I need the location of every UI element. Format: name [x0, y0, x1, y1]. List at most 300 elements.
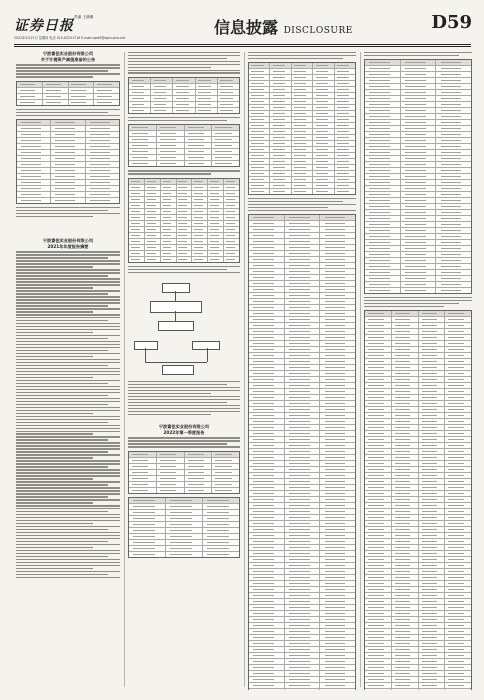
table-cell: [365, 635, 391, 640]
text-line: [16, 290, 120, 291]
table-cell: [418, 527, 445, 532]
table-cell: [249, 593, 284, 598]
table-cell: [176, 251, 192, 256]
table-row: [129, 521, 239, 527]
table-cell: [176, 239, 192, 244]
table-cell: [391, 383, 418, 388]
table-cell: [334, 117, 355, 122]
table-row: [365, 233, 471, 239]
table-cell: [284, 641, 320, 646]
table-cell: [365, 162, 400, 167]
table-cell: [334, 105, 355, 110]
table-cell: [400, 288, 436, 293]
table-cell: [249, 99, 269, 104]
table-row: [129, 244, 239, 250]
table-row: [365, 215, 471, 221]
text-line: [128, 446, 240, 447]
table-row: [249, 340, 355, 346]
table-cell: [391, 443, 418, 448]
table-row: [365, 251, 471, 257]
table-cell: [249, 75, 269, 80]
table-row: [365, 340, 471, 346]
table-row: [365, 107, 471, 113]
text-line: [16, 574, 108, 575]
table-cell: [284, 653, 320, 658]
text-line: [16, 275, 108, 276]
table-cell: [160, 179, 176, 184]
text-line: [128, 120, 227, 121]
table-cell: [365, 419, 391, 424]
table-cell: [129, 78, 150, 83]
table-cell: [444, 341, 471, 346]
table-cell: [284, 335, 320, 340]
table-cell: [207, 257, 223, 262]
table-cell: [391, 347, 418, 352]
table-row: [365, 167, 471, 173]
text-line: [128, 384, 227, 385]
table-cell: [319, 581, 355, 586]
table-cell: [365, 198, 400, 203]
table-cell: [312, 123, 333, 128]
table-row: [365, 149, 471, 155]
table-cell: [444, 533, 471, 538]
table-cell: [284, 221, 320, 226]
table-cell: [312, 147, 333, 152]
table-cell: [284, 527, 320, 532]
table-cell: [284, 551, 320, 556]
table-cell: [391, 455, 418, 460]
table-row: [365, 119, 471, 125]
table-cell: [50, 192, 84, 197]
text-line: [248, 210, 356, 211]
text-line: [16, 565, 120, 566]
text-line: [16, 341, 120, 342]
table-cell: [291, 75, 312, 80]
table-cell: [319, 671, 355, 676]
table-cell: [418, 665, 445, 670]
table-cell: [444, 677, 471, 682]
table-row: [249, 140, 355, 146]
table-cell: [312, 87, 333, 92]
table-row: [129, 475, 239, 481]
table-cell: [284, 437, 320, 442]
table-row: [365, 179, 471, 185]
text-line: [16, 281, 120, 282]
table-cell: [129, 179, 144, 184]
table-cell: [284, 413, 320, 418]
table-cell: [284, 503, 320, 508]
table-cell: [391, 503, 418, 508]
table-cell: [400, 108, 436, 113]
table-cell: [156, 458, 184, 463]
table-cell: [435, 252, 471, 257]
table-cell: [291, 189, 312, 194]
table-cell: [249, 69, 269, 74]
table-row: [129, 125, 239, 130]
table-cell: [50, 150, 84, 155]
text-line: [128, 67, 211, 68]
table-row: [249, 292, 355, 298]
table-cell: [223, 197, 239, 202]
table-cell: [400, 216, 436, 221]
table-cell: [435, 234, 471, 239]
table-row: [365, 430, 471, 436]
table-cell: [319, 545, 355, 550]
table-cell: [249, 473, 284, 478]
table-cell: [365, 401, 391, 406]
column-4: [364, 50, 472, 690]
table-cell: [249, 665, 284, 670]
table-cell: [365, 156, 400, 161]
diagram-box: [162, 283, 190, 293]
table-cell: [435, 132, 471, 137]
text-line: [16, 371, 120, 372]
text-line: [16, 389, 120, 390]
table-row: [249, 544, 355, 550]
table-row: [17, 197, 119, 203]
text-line: [248, 204, 356, 205]
table-cell: [319, 293, 355, 298]
table-cell: [435, 276, 471, 281]
table-cell: [144, 215, 160, 220]
table-row: [129, 160, 239, 166]
text-line: [16, 112, 108, 113]
table-row: [249, 86, 355, 92]
table-cell: [319, 587, 355, 592]
table-cell: [365, 569, 391, 574]
table-cell: [223, 185, 239, 190]
text-line: [128, 387, 240, 388]
text-line: [16, 511, 108, 512]
table-cell: [312, 135, 333, 140]
table-cell: [365, 437, 391, 442]
table-cell: [319, 605, 355, 610]
table-cell: [391, 425, 418, 430]
table-row: [129, 196, 239, 202]
table-cell: [249, 587, 284, 592]
table-cell: [444, 347, 471, 352]
diagram-box: [150, 301, 202, 313]
table-cell: [418, 563, 445, 568]
table-cell: [334, 189, 355, 194]
table-cell: [365, 252, 400, 257]
table-cell: [435, 78, 471, 83]
table-cell: [269, 93, 290, 98]
table-cell: [334, 75, 355, 80]
table-cell: [418, 545, 445, 550]
table-cell: [391, 575, 418, 580]
table-cell: [217, 102, 239, 107]
table-cell: [319, 455, 355, 460]
table-row: [129, 220, 239, 226]
table-cell: [444, 671, 471, 676]
table-cell: [291, 99, 312, 104]
table-cell: [191, 251, 207, 256]
table-row: [249, 442, 355, 448]
table-row: [249, 316, 355, 322]
table-cell: [176, 185, 192, 190]
text-line: [16, 413, 93, 414]
table-cell: [284, 479, 320, 484]
table-cell: [249, 479, 284, 484]
table-row: [365, 203, 471, 209]
page-number: D59: [431, 12, 472, 33]
table-cell: [249, 159, 269, 164]
text-line: [16, 475, 120, 476]
table-cell: [319, 563, 355, 568]
text-line: [248, 52, 356, 53]
table-row: [365, 538, 471, 544]
table-cell: [249, 365, 284, 370]
table-cell: [391, 641, 418, 646]
text-line: [16, 401, 120, 402]
table-cell: [400, 204, 436, 209]
table-row: [17, 93, 119, 99]
table-cell: [365, 144, 400, 149]
table-cell: [284, 263, 320, 268]
table-cell: [284, 251, 320, 256]
table-cell: [291, 129, 312, 134]
table-cell: [365, 431, 391, 436]
table-cell: [291, 81, 312, 86]
table-cell: [249, 383, 284, 388]
table-cell: [249, 165, 269, 170]
table-cell: [17, 168, 50, 173]
table-row: [249, 328, 355, 334]
table-cell: [17, 144, 50, 149]
table-row: [365, 586, 471, 592]
text-line: [16, 499, 120, 500]
table-cell: [160, 209, 176, 214]
table-cell: [85, 138, 119, 143]
table-cell: [207, 233, 223, 238]
table-cell: [284, 287, 320, 292]
text-line: [128, 408, 240, 409]
text-line: [16, 254, 120, 255]
table-cell: [444, 413, 471, 418]
table-cell: [365, 521, 391, 526]
table-cell: [223, 221, 239, 226]
table-cell: [418, 605, 445, 610]
table-cell: [284, 377, 320, 382]
table-cell: [165, 528, 202, 533]
table-row: [17, 120, 119, 125]
text-line: [16, 323, 120, 324]
table-cell: [435, 288, 471, 293]
table-row: [249, 152, 355, 158]
table-cell: [444, 317, 471, 322]
table-cell: [176, 233, 192, 238]
table-cell: [444, 539, 471, 544]
table-cell: [129, 257, 144, 262]
text-line: [16, 568, 93, 569]
table-cell: [391, 365, 418, 370]
table-cell: [291, 183, 312, 188]
table-cell: [400, 132, 436, 137]
table-cell: [249, 545, 284, 550]
table-cell: [319, 491, 355, 496]
text-line: [16, 404, 108, 405]
table-row: [365, 239, 471, 245]
table-cell: [365, 377, 391, 382]
text-line: [248, 58, 343, 59]
table-row: [129, 487, 239, 493]
table-row: [249, 622, 355, 628]
table-cell: [211, 452, 239, 457]
text-line: [16, 344, 120, 345]
table-cell: [176, 227, 192, 232]
table-cell: [207, 221, 223, 226]
table-cell: [172, 108, 194, 113]
table-cell: [418, 551, 445, 556]
table-cell: [85, 180, 119, 185]
table-cell: [365, 629, 391, 634]
table-row: [249, 304, 355, 310]
table-cell: [17, 198, 50, 203]
text-line: [16, 314, 120, 315]
table-cell: [129, 84, 150, 89]
table-cell: [365, 623, 391, 628]
table-cell: [365, 557, 391, 562]
table-row: [249, 502, 355, 508]
text-line: [16, 544, 120, 545]
table-cell: [249, 371, 284, 376]
table-row: [365, 71, 471, 77]
text-line: [16, 257, 108, 258]
table-row: [365, 688, 471, 690]
table-cell: [160, 191, 176, 196]
table-cell: [391, 491, 418, 496]
table-cell: [319, 215, 355, 220]
table-cell: [319, 407, 355, 412]
table-cell: [249, 269, 284, 274]
text-line: [16, 368, 120, 369]
table-cell: [418, 431, 445, 436]
table-cell: [418, 359, 445, 364]
table-cell: [284, 671, 320, 676]
table-cell: [365, 341, 391, 346]
table-row: [365, 556, 471, 562]
table-cell: [211, 137, 239, 142]
table-cell: [312, 69, 333, 74]
table-cell: [184, 464, 212, 469]
table-cell: [291, 153, 312, 158]
table-cell: [150, 96, 172, 101]
table-cell: [217, 96, 239, 101]
table-cell: [284, 635, 320, 640]
table-cell: [365, 539, 391, 544]
table-cell: [444, 473, 471, 478]
table-cell: [249, 629, 284, 634]
table-cell: [319, 509, 355, 514]
table-cell: [156, 161, 184, 166]
table-cell: [319, 359, 355, 364]
table-cell: [269, 75, 290, 80]
table-cell: [444, 599, 471, 604]
table-row: [365, 466, 471, 472]
table-cell: [17, 100, 42, 105]
table-row: [365, 197, 471, 203]
table-row: [129, 130, 239, 136]
table-row: [365, 316, 471, 322]
table-cell: [418, 329, 445, 334]
table-row: [365, 101, 471, 107]
table-cell: [319, 557, 355, 562]
table-cell: [269, 153, 290, 158]
table-cell: [319, 269, 355, 274]
table-row: [129, 238, 239, 244]
table-cell: [249, 359, 284, 364]
table-row: [365, 622, 471, 628]
table-cell: [435, 150, 471, 155]
table-cell: [444, 365, 471, 370]
table-cell: [365, 515, 391, 520]
table-cell: [129, 155, 156, 160]
table-cell: [249, 401, 284, 406]
table-cell: [418, 317, 445, 322]
table-cell: [319, 623, 355, 628]
table-cell: [418, 623, 445, 628]
table-row: [249, 182, 355, 188]
text-line: [128, 414, 211, 415]
table-row: [365, 334, 471, 340]
table-row: [365, 370, 471, 376]
table-cell: [418, 479, 445, 484]
text-line: [16, 532, 120, 533]
table-row: [249, 592, 355, 598]
table-cell: [85, 150, 119, 155]
table-cell: [319, 425, 355, 430]
table-row: [365, 682, 471, 688]
table-cell: [156, 482, 184, 487]
table-cell: [391, 467, 418, 472]
table-cell: [319, 467, 355, 472]
table-cell: [50, 186, 84, 191]
table-cell: [400, 282, 436, 287]
table-cell: [165, 516, 202, 521]
table-cell: [284, 317, 320, 322]
table-cell: [365, 467, 391, 472]
table-cell: [211, 464, 239, 469]
table-cell: [249, 141, 269, 146]
text-line: [16, 457, 93, 458]
table-cell: [17, 186, 50, 191]
text-line: [16, 109, 120, 110]
table-cell: [195, 78, 217, 83]
table-cell: [249, 81, 269, 86]
table-cell: [284, 461, 320, 466]
table-cell: [207, 203, 223, 208]
table-cell: [144, 251, 160, 256]
text-line: [16, 517, 120, 518]
table-cell: [284, 617, 320, 622]
table-cell: [319, 227, 355, 232]
table-cell: [334, 81, 355, 86]
table-cell: [365, 186, 400, 191]
table-row: [249, 98, 355, 104]
table-cell: [365, 647, 391, 652]
table-cell: [129, 203, 144, 208]
table-cell: [284, 371, 320, 376]
table-cell: [319, 347, 355, 352]
table-row: [249, 526, 355, 532]
table-cell: [129, 143, 156, 148]
table-row: [249, 346, 355, 352]
text-line: [16, 73, 120, 74]
table-row: [365, 652, 471, 658]
table-cell: [17, 150, 50, 155]
table-cell: [176, 215, 192, 220]
